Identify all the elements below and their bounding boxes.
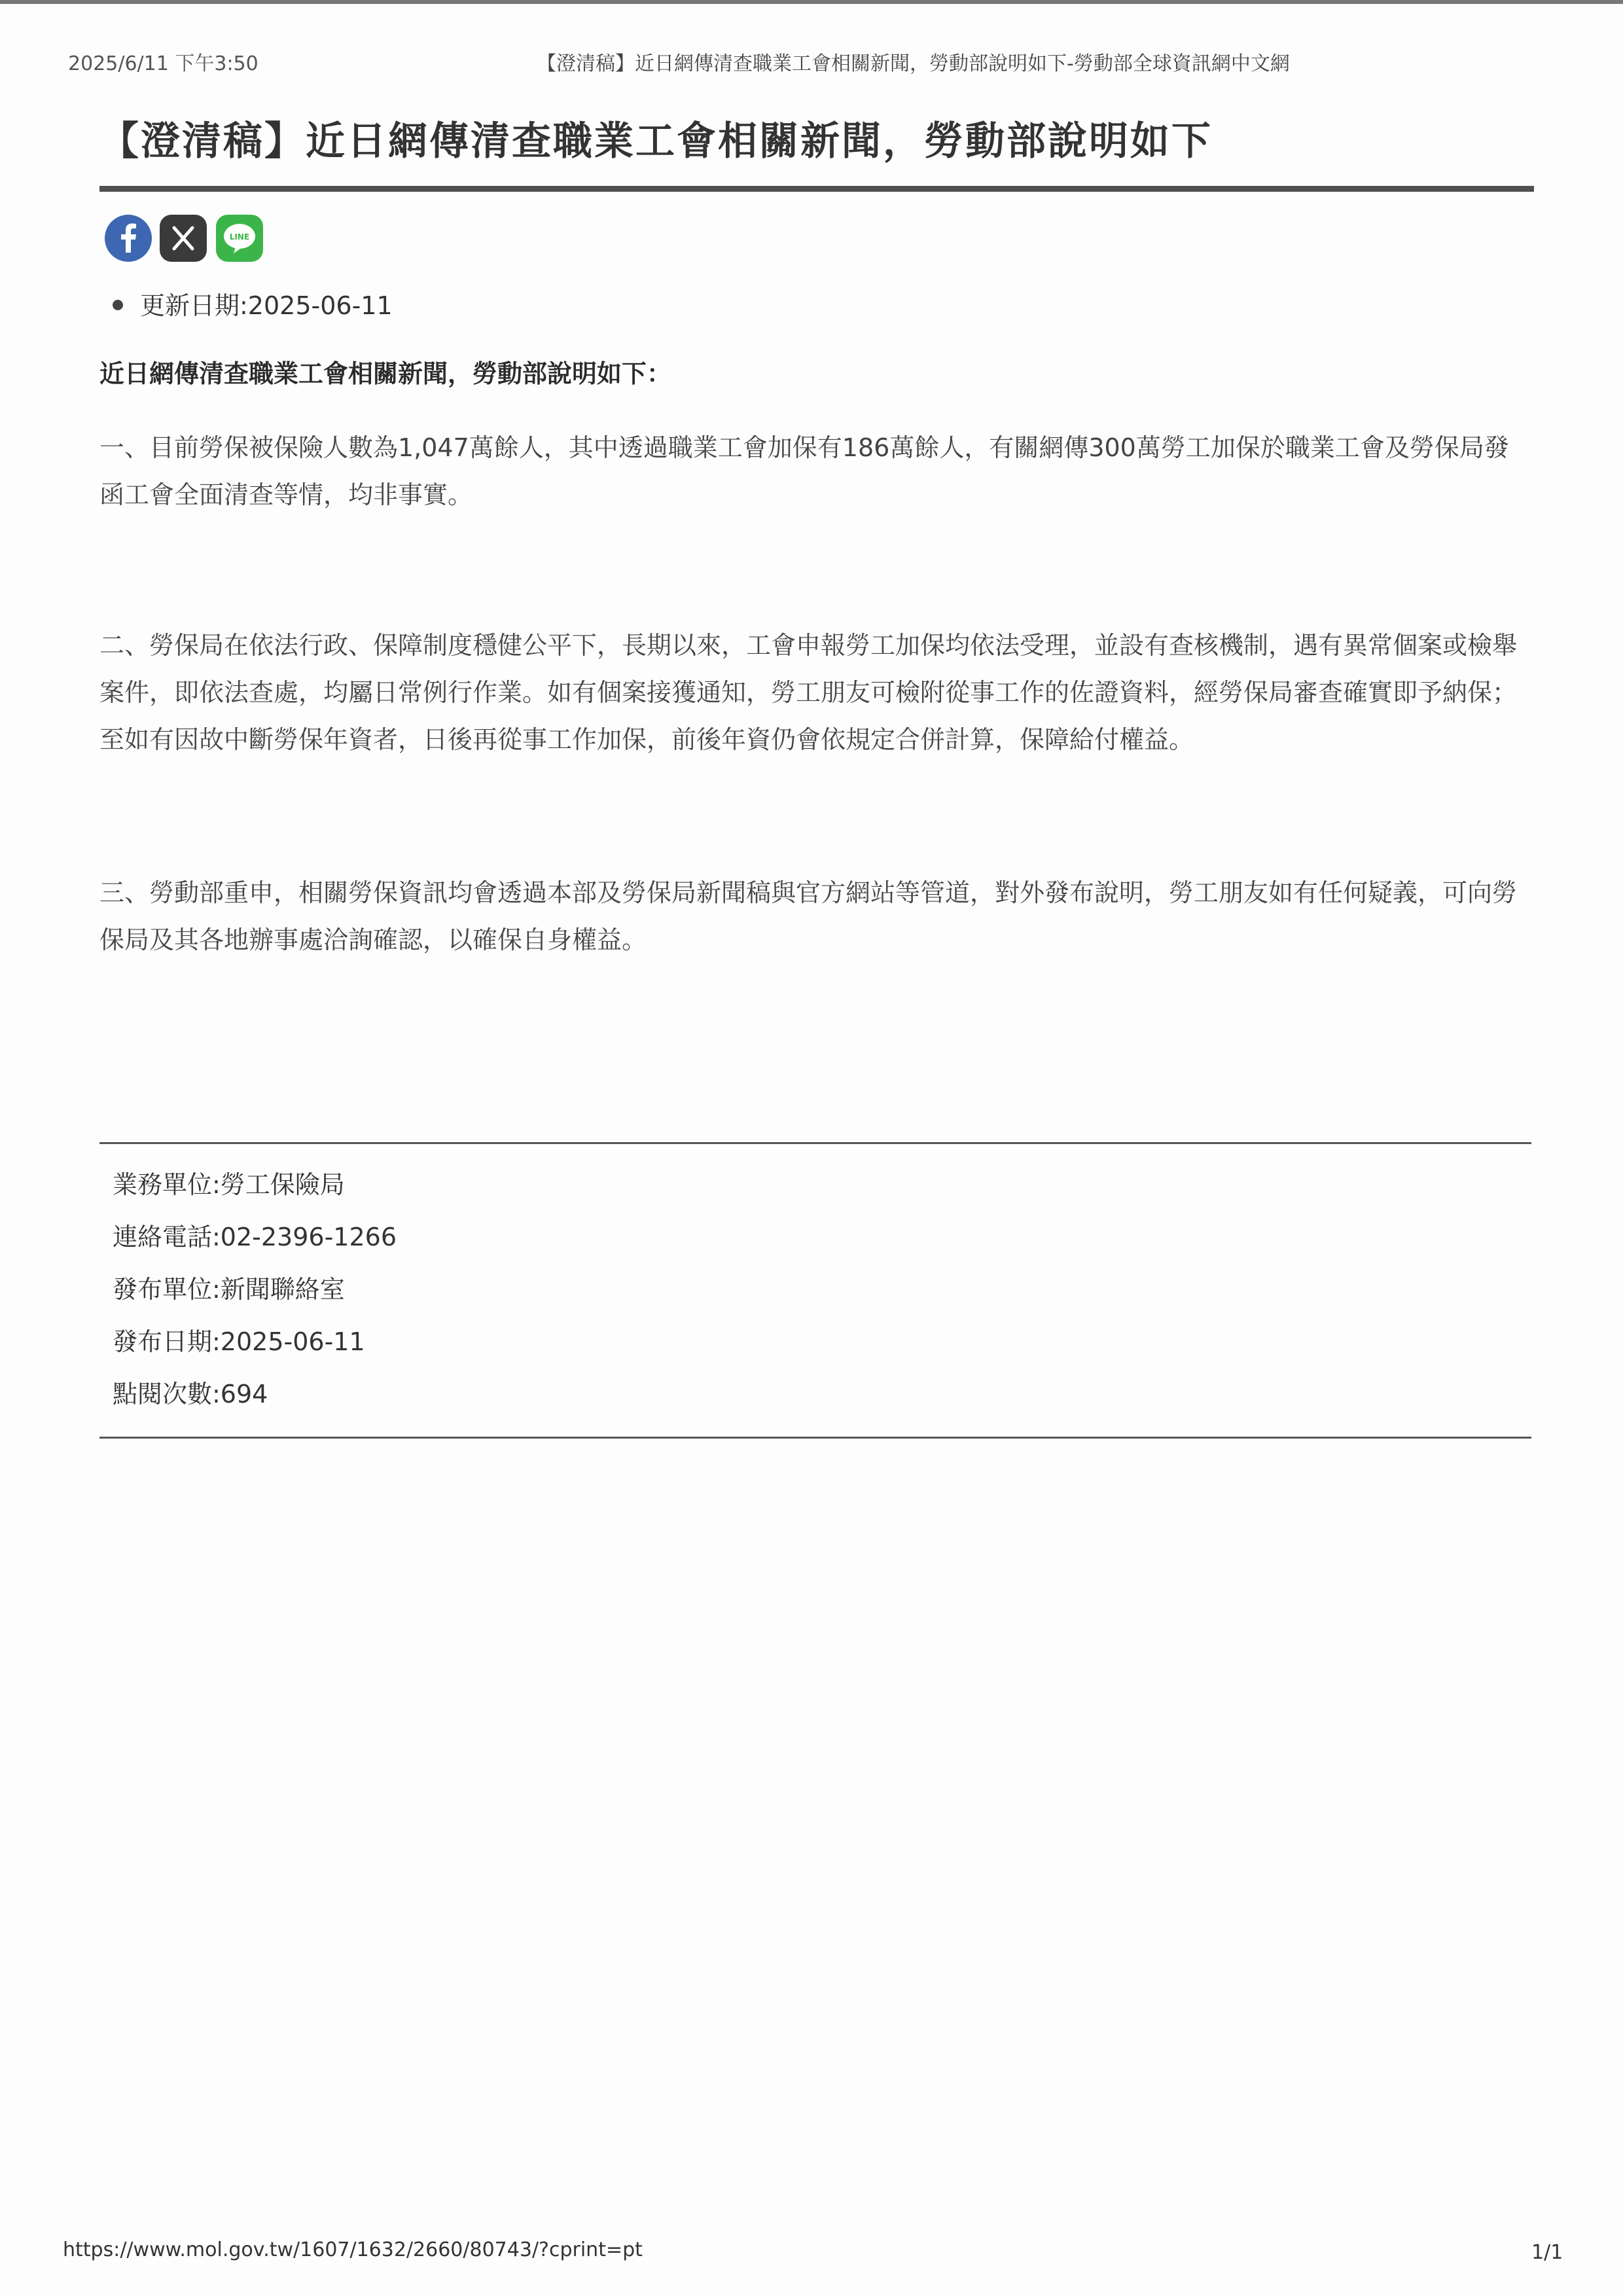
meta-views: 點閱次數:694 <box>113 1380 268 1408</box>
article-paragraph-3: 三、勞動部重申，相關勞保資訊均會透過本部及勞保局新聞稿與官方網站等管道，對外發布說明，勞工朋友如有任何疑義，可向勞保局及其各地辦事處洽詢確認，以確保自身權益。 <box>99 878 1518 954</box>
facebook-share-button[interactable] <box>105 215 152 262</box>
title-divider <box>99 186 1534 192</box>
article-paragraph-1: 一、目前勞保被保險人數為1,047萬餘人，其中透過職業工會加保有186萬餘人，有關網傳300萬勞工加保於職業工會及勞保局發函工會全面清查等情，均非事實。 <box>99 433 1509 509</box>
article-paragraph-2: 二、勞保局在依法行政、保障制度穩健公平下，長期以來，工會申報勞工加保均依法受理，並設有查核機制，遇有異常個案或檢舉案件，即依法查處，均屬日常例行作業。如有個案接獲通知，勞工朋友可檢附從事工作的佐證資料，經勞保局審查確實即予納保；至如有因故中斷勞保年資者，日後再從事工作加保，前後年資仍會依規定合併計算，保障給付權益。 <box>99 631 1518 754</box>
bullet-icon <box>113 300 123 310</box>
article-lead: 近日網傳清查職業工會相關新聞，勞動部說明如下： <box>99 359 672 388</box>
facebook-icon <box>105 215 152 262</box>
svg-text:LINE: LINE <box>229 232 250 242</box>
meta-top-divider <box>99 1142 1531 1144</box>
print-datetime: 2025/6/11 下午3:50 <box>68 52 259 75</box>
update-date: 更新日期:2025-06-11 <box>113 285 393 321</box>
print-page-title: 【澄清稿】近日網傳清查職業工會相關新聞，勞動部說明如下-勞動部全球資訊網中文網 <box>537 52 1290 75</box>
x-icon <box>160 215 207 262</box>
print-url: https://www.mol.gov.tw/1607/1632/2660/80743/?cprint=pt <box>63 2238 643 2261</box>
page-title: 【澄清稿】近日網傳清查職業工會相關新聞，勞動部說明如下 <box>99 118 1213 164</box>
line-share-button[interactable] <box>216 215 263 262</box>
print-page-number: 1/1 <box>1531 2241 1563 2264</box>
x-share-button[interactable] <box>160 215 207 262</box>
scan-top-edge <box>0 0 1623 4</box>
meta-bottom-divider <box>99 1437 1531 1439</box>
meta-publisher: 發布單位:新聞聯絡室 <box>113 1275 345 1304</box>
meta-publish-date: 發布日期:2025-06-11 <box>113 1327 365 1356</box>
article-meta <box>113 1158 397 1420</box>
line-icon <box>216 215 263 262</box>
meta-phone: 連絡電話:02-2396-1266 <box>113 1223 397 1251</box>
meta-unit: 業務單位:勞工保險局 <box>113 1170 345 1199</box>
